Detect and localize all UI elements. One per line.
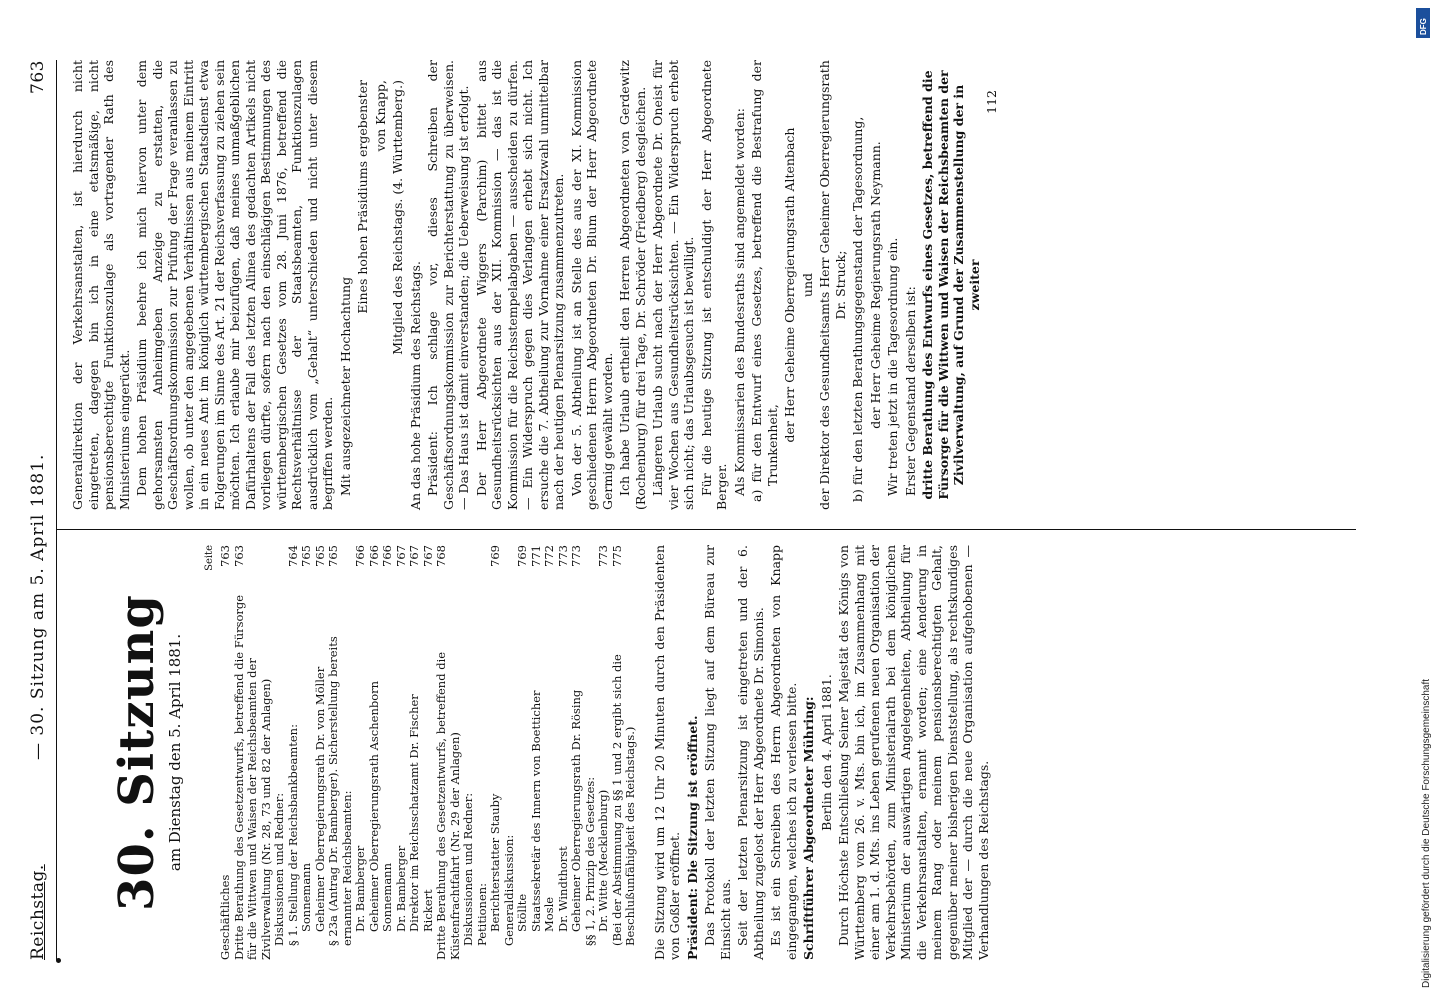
dfg-badge-text: DFG — [1419, 18, 1428, 35]
toc-row — [273, 545, 287, 960]
body-paragraph: Präsident: Die Sitzung ist eröffnet. — [684, 715, 700, 960]
body-paragraph: Dem hohen Präsidium beehre ich mich hiervon unter dem gehorsamsten Anheimgeben Anzeige zu erstatten, die Geschäftsordnungskommission zur Prüfung der Frage veranlassen zu wollen, ob unter den angegebenen Verhältnissen aus meinem Eintritt in ein neues Amt im königlich württembergischen Staatsdienst etwa Folgerungen im Sinne des Art. 21 der Reichsverfassung zu ziehen sein möchten. Ich erlaube mir beizufügen, daß meines unmaßgeblichen Dafürhaltens der Fall des letzten Alinea des gedachten Artikels nicht vorliegen dürfte, sofern nach den einschlägigen Bestimmungen des württembergischen Gesetzes vom 28. Juni 1876, betreffend die Rechtsverhältnisse der Staatsbeamten, Funktionszulagen ausdrücklich vom „Gehalt“ unterschieden und nicht unter diesem begriffen werden. — [134, 60, 335, 510]
toc-row-page: 768 — [434, 545, 448, 567]
toc-row-page: 765 — [326, 545, 340, 567]
toc-row — [530, 545, 544, 960]
toc-row-page: 773 — [569, 545, 583, 567]
toc-row-page: 763 — [218, 545, 232, 567]
body-paragraph: Der Herr Abgeordnete Wiggers (Parchim) bittet aus Gesundheitsrücksichten aus der XII. Kommission — das ist die Kommission für die Reichsstempelabgaben — ausscheiden zu dürfen. — Ein Widerspruch gegen dies Verlangen erhebt sich nicht. Ich ersuche die 7. Abtheilung zur Vornahme einer Ersatzwahl unmittelbar nach der heutigen Plenarsitzung zusammenzutreten. — [473, 60, 566, 510]
toc-row-page — [584, 545, 598, 575]
toc-row-title: Geschäftliches — [218, 874, 232, 960]
toc-row-title: Generaldiskussion: — [501, 834, 516, 946]
toc-row — [314, 545, 328, 960]
toc-row — [597, 545, 611, 960]
body-paragraph: der Herr Geheime Regierungsrath Neymann. — [867, 141, 883, 429]
toc-row — [503, 545, 517, 960]
body-paragraph: der Direktor des Gesundheitsamts Herr Geheimer Oberregierungsrath Dr. Struck; — [817, 60, 848, 510]
toc-row-title: Direktor im Reichsschatzamt Dr. Fischer — [407, 694, 421, 932]
toc-row-title: § 1. Stellung der Reichsbankbeamten: — [285, 724, 300, 946]
toc-row — [381, 545, 395, 960]
toc-row-title: Diskussionen und Redner: — [272, 792, 286, 946]
toc-row-page: 767 — [420, 545, 435, 567]
left-column — [70, 545, 993, 960]
body-paragraph: Die Sitzung wird um 12 Uhr 20 Minuten durch den Präsidenten von Goßler eröffnet. — [651, 545, 682, 960]
toc-head: Seite — [203, 545, 215, 571]
body-paragraph: von Knapp, — [372, 80, 388, 152]
body-paragraph: b) für den letzten Berathungsgegenstand der Tagesordnung, — [850, 116, 865, 502]
toc-row — [516, 545, 530, 960]
header-rule — [56, 60, 57, 960]
body-paragraph: Für die heutige Sitzung ist entschuldigt der Herr Abgeordnete Berger. — [698, 60, 729, 510]
toc-row-title: Berichterstatter Stauby — [488, 793, 502, 932]
table-of-contents — [202, 545, 638, 960]
toc-row-page: 764 — [285, 545, 300, 567]
toc-row-page: 766 — [380, 545, 394, 567]
header-left: Reichstag. — [28, 864, 48, 960]
toc-row — [368, 545, 382, 960]
dfg-credit: Digitalisierung gefördert durch die Deutsche Forschungsgemeinschaft — [1421, 678, 1432, 988]
body-paragraph: Von der 5. Abtheilung ist an Stelle des aus der XI. Kommission geschiedenen Herrn Abgeordneten Dr. Blum der Herr Abgeordnete Germig gewählt worden. — [568, 60, 615, 510]
toc-row-title: Geheimer Oberregierungsrath Aschenborn — [366, 680, 381, 932]
toc-row-page: 766 — [353, 545, 367, 567]
toc-row-page — [503, 545, 517, 575]
column-rule — [56, 529, 1356, 530]
body-paragraph: Mit ausgezeichneter Hochachtung — [337, 276, 353, 496]
toc-row-title: Dr. Bamberger — [353, 845, 367, 932]
body-paragraph: An das hohe Präsidium des Reichstags. — [407, 261, 423, 510]
body-paragraph: und — [799, 272, 815, 298]
toc-row — [543, 545, 557, 960]
toc-row-title: Dr. Bamberger — [393, 845, 408, 932]
body-paragraph: Generaldirektion der Verkehrsanstalten, ist hierdurch nicht eingetreten, dagegen bin ich in eine etatsmäßige, nicht pensionsberechtigte Funktionszulage als vortragender Rath des Ministeriums eingerückt. — [70, 60, 132, 510]
dfg-logo-icon — [1416, 8, 1430, 38]
session-title: 30. Sitzung — [109, 594, 165, 911]
toc-row — [584, 545, 598, 960]
running-header — [28, 60, 52, 960]
body-paragraph: Wir treten jetzt in die Tagesordnung ein. — [885, 237, 900, 496]
toc-row-title: (Bei der Abstimmung zu §§ 1 und 2 ergibt sich die Beschlußunfähigkeit des Reichstags.) — [609, 654, 637, 946]
toc-row-title: Sonnemann — [299, 863, 313, 932]
toc-row-title: Stöllte — [515, 893, 529, 932]
toc-row-page: 773 — [596, 545, 610, 567]
body-paragraph: Mitglied des Reichstags. (4. Württemberg.) — [390, 80, 405, 355]
toc-row-page — [476, 545, 490, 575]
toc-row-title: Geheimer Oberregierungsrath Dr. von Möller — [312, 666, 327, 932]
toc-row-page — [273, 545, 287, 575]
body-paragraph: Das Protokoll der letzten Sitzung liegt auf dem Büreau zur Einsicht aus. — [702, 545, 733, 960]
toc-row-title: Dritte Berathung des Gesetzentwurfs, betreffend die Fürsorge für die Wittwen und Waisen der Reichsbeamten der Zivilverwaltung (Nr. 28, 73 und 82 der Anlagen) — [231, 594, 273, 960]
toc-row-title: Dr. Windthorst — [555, 846, 570, 932]
toc-row-page — [462, 545, 476, 575]
toc-row — [489, 545, 503, 960]
toc-row — [435, 545, 462, 960]
toc-row-title: Sonnemann — [380, 863, 394, 932]
body-paragraph: Berlin den 4. April 1881. — [818, 674, 834, 831]
toc-rows — [219, 545, 638, 960]
toc-row-page: 772 — [542, 545, 556, 567]
body-paragraph: 112 — [984, 90, 999, 114]
toc-row-title: § 23a (Antrag Dr. Bamberger). Sicherstellung bereits ernannter Reichsbeamten: — [326, 636, 354, 946]
body-paragraph: dritte Berathung des Entwurfs eines Gesetzes, betreffend die Fürsorge für die Wittwen und Waisen der Reichsbeamten der Zivilverwaltung, auf Grund der Zusammenstellung der in zweiter — [920, 70, 982, 500]
toc-row-title: Dritte Berathung des Gesetzentwurfs, betreffend die Küstenfrachtfahrt (Nr. 29 der Anlagen) — [434, 651, 462, 960]
toc-row-page: 767 — [393, 545, 408, 567]
body-paragraph: Seit der letzten Plenarsitzung ist eingetreten und der 6. Abtheilung zugelost der Herr Abgeordnete Dr. Simonis. — [735, 545, 766, 960]
toc-row — [476, 545, 490, 960]
page-number: 763 — [28, 60, 48, 94]
body-paragraph: Es ist ein Schreiben des Herrn Abgeordneten von Knapp eingegangen, welches ich zu verlesen bitte. — [768, 545, 799, 960]
toc-row-title: Petitionen: — [474, 882, 489, 946]
toc-row-title: Rickert — [420, 889, 435, 932]
body-paragraph: a) für den Entwurf eines Gesetzes, betreffend die Bestrafung der Trunkenheit, — [749, 60, 780, 502]
toc-row-title: Mosle — [542, 896, 556, 932]
margin-dot — [56, 958, 61, 963]
toc-row-title: Dr. Witte (Mecklenburg) — [596, 789, 610, 932]
toc-row-page: 775 — [609, 545, 624, 567]
body-paragraph: Durch Höchste Entschließung Seiner Majestät des Königs von Württemberg vom 26. v. Mts. bin ich, im Zusammenhang mit einer am 1. d. Mts. ins Leben gerufenen neuen Organisation der Verkehrsbehörden, zum Ministerialrath bei dem königlichen Ministerium der auswärtigen Angelegenheiten, Abtheilung für die Verkehrsanstalten, ernannt worden; eine Aenderung in meinem Rang oder meinem pensionsberechtigten Gehalt, gegenüber meiner bisherigen Dienststellung, als rechtskundiges Mitglied der — durch die neue Organisation aufgehobenen — Verhandlungen des Reichstags. — [836, 545, 991, 960]
toc-row — [422, 545, 436, 960]
toc-row — [300, 545, 314, 960]
right-body — [70, 60, 1000, 510]
body-paragraph: Längeren Urlaub sucht nach der Herr Abgeordnete Dr. Oneist für vier Wochen aus Gesundheitsrücksichten. — Ein Widerspruch erhebt sich nicht; das Urlaubsgesuch ist bewilligt. — [650, 60, 696, 510]
body-paragraph: Schriftführer Abgeordneter Mühring: — [801, 696, 816, 960]
toc-row-page: 773 — [555, 545, 570, 567]
toc-row-title: Diskussionen und Redner: — [461, 792, 475, 946]
header-center: — 30. Sitzung am 5. April 1881. — [28, 453, 48, 760]
toc-row-page: 767 — [407, 545, 421, 567]
toc-row — [327, 545, 354, 960]
toc-row-title: Staatssekretär des Innern von Boetticher — [528, 690, 543, 932]
body-paragraph: Ich habe Urlaub ertheilt den Herren Abgeordneten von Gerdewitz (Rochenburg) für drei Tage, Dr. Schröder (Friedberg) desgleichen. — [617, 60, 648, 510]
toc-row — [395, 545, 409, 960]
toc-row — [287, 545, 301, 960]
right-column — [70, 60, 1002, 510]
session-subtitle: am Dienstag den 5. April 1881. — [166, 633, 184, 872]
toc-row — [219, 545, 233, 960]
toc-row-page: 763 — [231, 545, 246, 567]
toc-row — [570, 545, 584, 960]
toc-row-title: §§ 1, 2. Prinzip des Gesetzes: — [582, 776, 597, 946]
body-paragraph: Eines hohen Präsidiums ergebenster — [355, 80, 370, 314]
left-body — [652, 545, 992, 960]
toc-row-page: 766 — [366, 545, 381, 567]
toc-row — [354, 545, 368, 960]
toc-row-page: 771 — [528, 545, 543, 567]
toc-row — [233, 545, 274, 960]
toc-row-page: 769 — [515, 545, 529, 567]
body-paragraph: Präsident: Ich schlage vor, dieses Schreiben der Geschäftsordnungskommission zur Berichterstattung zu überweisen. — Das Haus ist damit einverstanden; die Ueberweisung ist erfolgt. — [425, 60, 471, 510]
toc-row — [408, 545, 422, 960]
toc-row — [557, 545, 571, 960]
toc-row-page: 765 — [312, 545, 327, 567]
body-paragraph: Als Kommissarien des Bundesraths sind angemeldet worden: — [731, 108, 747, 496]
body-paragraph: Erster Gegenstand derselben ist: — [902, 286, 918, 496]
toc-row-title: Geheimer Oberregierungsrath Dr. Rösing — [569, 689, 583, 932]
body-paragraph: der Herr Geheime Oberregierungsrath Altenbach — [782, 127, 797, 443]
toc-row-page: 769 — [488, 545, 502, 567]
toc-row-page: 765 — [299, 545, 313, 567]
toc-row — [611, 545, 638, 960]
toc-row — [462, 545, 476, 960]
